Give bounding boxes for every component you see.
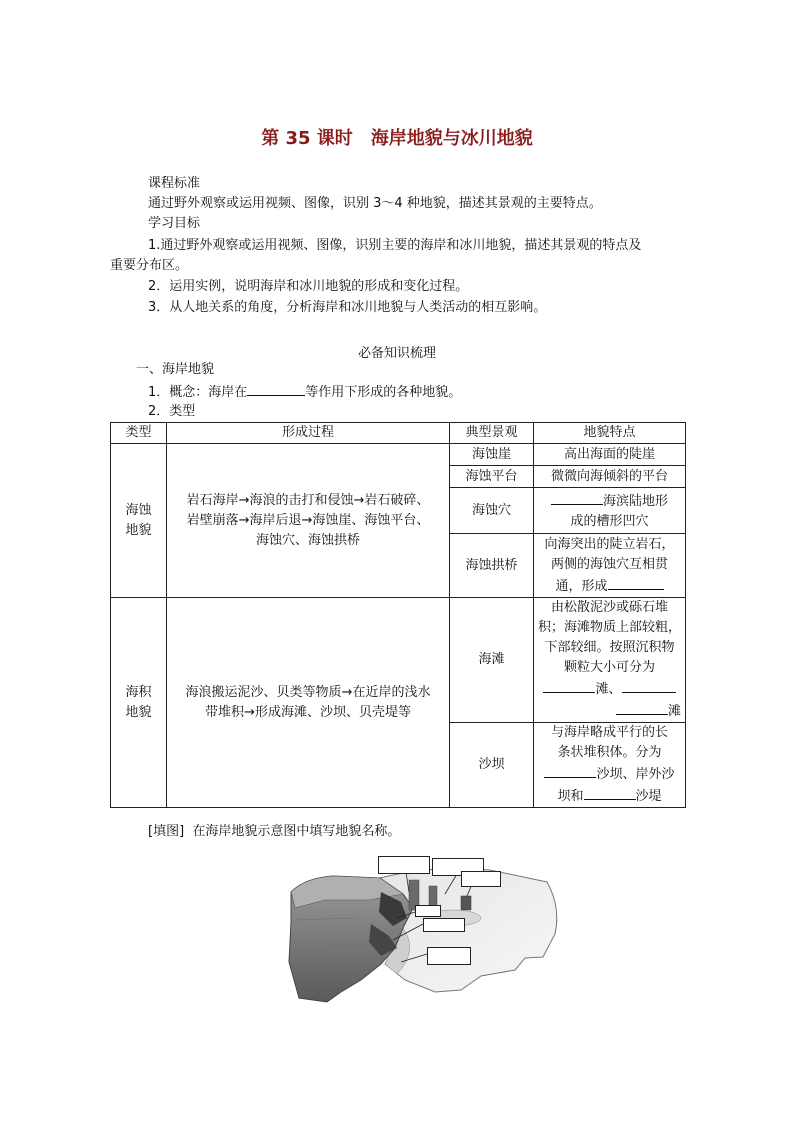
fill-blank[interactable] <box>616 700 668 715</box>
label-box-1[interactable] <box>378 856 430 874</box>
erosion-type-cell: 海蚀 地貌 <box>111 444 167 598</box>
fill-figure-tag: [填图] <box>148 824 185 839</box>
landscape-cell: 海蚀拱桥 <box>450 534 534 598</box>
erosion-process-cell: 岩石海岸→海浪的击打和侵蚀→岩石破碎、 岩壁崩落→海岸后退→海蚀崖、海蚀平台、 海蚀穴、海蚀拱桥 <box>167 444 450 598</box>
table-row <box>111 444 686 466</box>
landscape-cell: 沙坝 <box>450 723 534 808</box>
label-box-4[interactable] <box>415 905 441 917</box>
concept-line <box>148 381 461 403</box>
label-box-6[interactable] <box>427 947 471 965</box>
feature-cell: 向海突出的陡立岩石， 两侧的海蚀穴互相贯 通，形成 <box>534 534 686 598</box>
page-title: 第 35 课时 海岸地貌与冰川地貌 <box>261 128 533 149</box>
feature-cell: 高出海面的陡崖 <box>534 444 686 466</box>
objective-1-cont: 重要分布区。 <box>110 258 189 273</box>
concept-prefix: 1．概念：海岸在 <box>148 385 248 400</box>
fill-blank[interactable] <box>608 575 664 590</box>
sea-stack-far <box>461 896 471 910</box>
concept-suffix: 等作用下形成的各种地貌。 <box>305 385 462 400</box>
header-feature: 地貌特点 <box>534 423 686 444</box>
fill-blank[interactable] <box>622 678 676 693</box>
part-heading: 一、海岸地貌 <box>136 362 215 377</box>
deposition-type-cell: 海积 地貌 <box>111 598 167 808</box>
section-heading: 必备知识梳理 <box>357 346 436 361</box>
feature-cell: 微微向海倾斜的平台 <box>534 466 686 488</box>
fill-blank[interactable] <box>543 678 595 693</box>
table-header-row <box>111 423 686 444</box>
concept-blank[interactable] <box>247 381 305 396</box>
objective-2: 2．运用实例，说明海岸和冰川地貌的形成和变化过程。 <box>148 279 469 294</box>
objective-3: 3．从人地关系的角度，分析海岸和冰川地貌与人类活动的相互影响。 <box>148 300 547 315</box>
label-box-3[interactable] <box>461 871 501 887</box>
fill-blank[interactable] <box>584 785 636 800</box>
feature-cell: 与海岸略成平行的长 条状堆积体。分为 沙坝、岸外沙 坝和 沙堤 <box>534 723 686 808</box>
fill-blank[interactable] <box>551 490 603 505</box>
header-landscape: 典型景观 <box>450 423 534 444</box>
landscape-cell: 海蚀崖 <box>450 444 534 466</box>
landscape-cell: 海滩 <box>450 598 534 723</box>
landscape-cell: 海蚀平台 <box>450 466 534 488</box>
label-box-5[interactable] <box>423 918 465 932</box>
header-process: 形成过程 <box>167 423 450 444</box>
landscape-cell: 海蚀穴 <box>450 488 534 534</box>
landform-table <box>110 422 686 808</box>
feature-cell: 海滨陆地形 成的槽形凹穴 <box>534 488 686 534</box>
table-row <box>111 598 686 723</box>
types-heading: 2．类型 <box>148 404 196 419</box>
feature-cell: 由松散泥沙或砾石堆 积；海滩物质上部较粗， 下部较细。按照沉积物 颗粒大小可分为 滩、 滩 <box>534 598 686 723</box>
standard-text: 通过野外观察或运用视频、图像，识别 3～4 种地貌，描述其景观的主要特点。 <box>148 196 602 211</box>
deposition-process-cell: 海浪搬运泥沙、贝类等物质→在近岸的浅水 带堆积→形成海滩、沙坝、贝壳堤等 <box>167 598 450 808</box>
objectives-heading: 学习目标 <box>148 216 201 231</box>
standard-heading: 课程标准 <box>148 176 201 191</box>
coastal-landform-diagram <box>285 852 565 1007</box>
fill-figure-instruction <box>148 822 400 842</box>
fill-figure-text: 在海岸地貌示意图中填写地貌名称。 <box>192 824 401 839</box>
objective-1: 1.通过野外观察或运用视频、图像，识别主要的海岸和冰川地貌，描述其景观的特点及 <box>148 238 642 253</box>
fill-blank[interactable] <box>544 763 596 778</box>
header-type: 类型 <box>111 423 167 444</box>
